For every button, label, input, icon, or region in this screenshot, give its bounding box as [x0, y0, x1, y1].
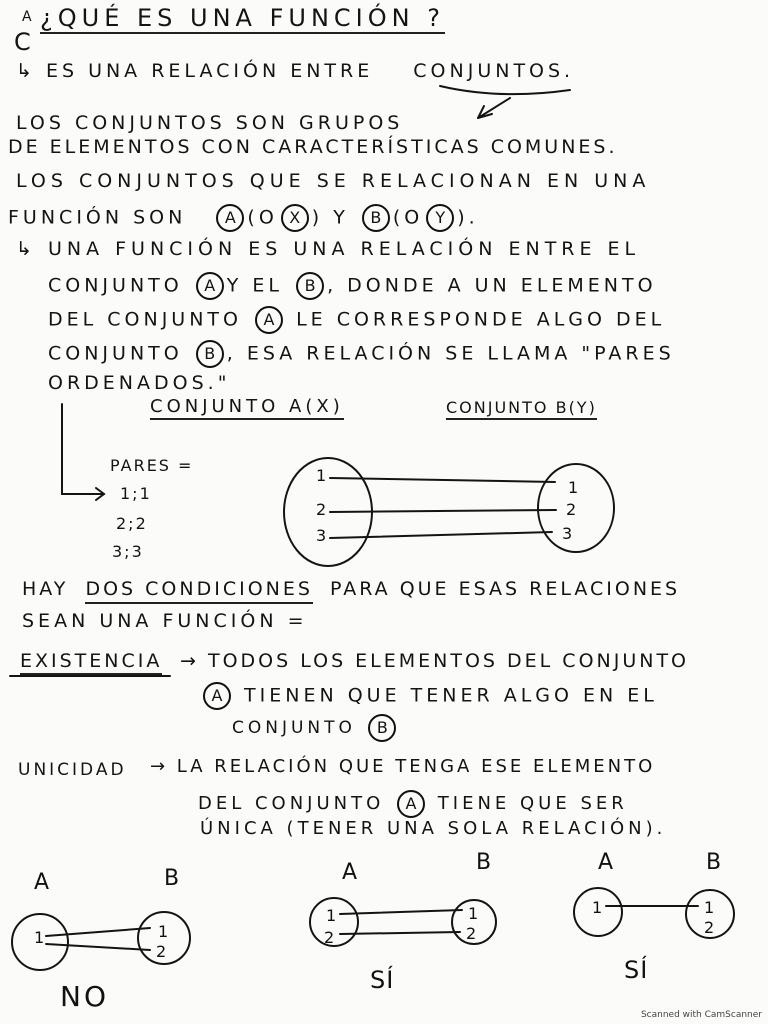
existence-text: → TODOS LOS ELEMENTOS DEL CONJUNTO [180, 650, 690, 672]
line-8-text-b: LE CORRESPONDE ALGO DEL [296, 308, 666, 331]
circled-y: Y [426, 204, 454, 232]
line-1-text: ↳ ES UNA RELACIÓN ENTRE [16, 60, 374, 82]
paren-text: (O [247, 206, 278, 229]
bracket-arrow [62, 404, 104, 494]
set-b-element: 2 [566, 500, 577, 519]
example-3-set-b [686, 890, 734, 938]
unicity-text-2b: TIENE QUE SER [437, 793, 628, 814]
line-7-text: CONJUNTO [48, 274, 183, 297]
conj-text: ) Y [311, 206, 349, 229]
example-1-left: 1 [34, 928, 45, 947]
conditions-line-2: SEAN UNA FUNCIÓN = [22, 610, 308, 632]
keyword-underline [440, 86, 570, 94]
example-1-set-a [12, 914, 68, 970]
example-1-right: 1 [158, 922, 169, 941]
circled-b: B [196, 340, 224, 368]
set-a-element: 3 [316, 526, 327, 545]
set-a-element: 2 [316, 500, 327, 519]
circled-b: B [368, 714, 396, 742]
unicity-line-3: ÚNICA (TENER UNA SOLA RELACIÓN). [200, 818, 667, 839]
circled-b: B [362, 204, 390, 232]
example-3-set-a [574, 888, 622, 936]
example-1-a: A [34, 870, 51, 895]
cond-text: HAY [22, 578, 69, 600]
circled-b: B [296, 272, 324, 300]
set-b-heading: CONJUNTO B(Y) [446, 400, 597, 420]
circled-x: X [281, 204, 309, 232]
example-2-verdict: SÍ [370, 966, 395, 994]
example-2-line [340, 932, 460, 934]
page-title: ¿QUÉ ES UNA FUNCIÓN ? [40, 4, 445, 32]
example-3-right: 1 [704, 898, 715, 917]
text-line-3: DE ELEMENTOS CON CARACTERÍSTICAS COMUNES. [8, 136, 618, 158]
example-3-verdict: SÍ [624, 956, 649, 984]
line-5-text: FUNCIÓN SON [8, 206, 187, 229]
circled-a: A [196, 272, 224, 300]
example-2-b: B [476, 850, 493, 875]
pair-line [330, 532, 552, 538]
example-2-set-a [310, 898, 358, 946]
example-2-left: 1 [326, 906, 337, 925]
example-2-set-b [452, 900, 496, 944]
example-1-set-b [138, 912, 190, 964]
text-line-2: LOS CONJUNTOS SON GRUPOS [16, 112, 404, 134]
example-3-b: B [706, 850, 723, 875]
example-3-a: A [598, 850, 615, 875]
example-1-right: 2 [156, 942, 167, 961]
close-text: ). [457, 206, 479, 229]
circled-a: A [216, 204, 244, 232]
existence-label: EXISTENCIA [20, 652, 162, 675]
set-b-element: 1 [568, 478, 579, 497]
line-9-text-b: , ESA RELACIÓN SE LLAMA "PARES [226, 342, 675, 365]
line-8-text: DEL CONJUNTO [48, 308, 242, 331]
example-1-line [46, 944, 150, 950]
set-b-element: 3 [562, 524, 573, 543]
example-2-right: 2 [466, 924, 477, 943]
pair-line [330, 510, 556, 512]
pair-item: 3;3 [112, 542, 144, 561]
line-9-text: CONJUNTO [48, 342, 183, 365]
circled-a: A [255, 306, 283, 334]
example-1-verdict: NO [60, 980, 109, 1013]
set-a-element: 1 [316, 466, 327, 485]
existence-text-2: TIENEN QUE TENER ALGO EN EL [244, 684, 658, 707]
two-conditions: DOS CONDICIONES [85, 578, 312, 604]
example-1-b: B [164, 866, 181, 891]
text-line-10: ORDENADOS." [48, 372, 231, 394]
unicity-text-2: DEL CONJUNTO [198, 793, 385, 814]
text-line-6: ↳ UNA FUNCIÓN ES UNA RELACIÓN ENTRE EL [16, 238, 641, 260]
example-2-a: A [342, 860, 359, 885]
paren-text-2: (O [392, 206, 424, 229]
line-7-text-b: Y EL [226, 274, 284, 297]
set-b-oval [538, 464, 614, 552]
circled-a: A [397, 790, 425, 818]
pair-item: 1;1 [120, 484, 152, 503]
example-2-right: 1 [468, 904, 479, 923]
title-prefix: A [22, 9, 36, 25]
unicity-text: → LA RELACIÓN QUE TENGA ESE ELEMENTO [150, 756, 656, 777]
set-a-heading: CONJUNTO A(X) [150, 398, 344, 420]
pair-item: 2;2 [116, 514, 148, 533]
example-3-right: 2 [704, 918, 715, 937]
line-7-text-c: , DONDE A UN ELEMENTO [327, 274, 657, 297]
example-1-line [46, 928, 150, 936]
existence-text-3: CONJUNTO [232, 718, 356, 738]
pairs-label: PARES = [110, 456, 194, 475]
corner-letter: C [14, 28, 36, 56]
scanner-watermark: Scanned with CamScanner [640, 1010, 762, 1020]
unicity-label: UNICIDAD [18, 760, 127, 780]
cond-text-b: PARA QUE ESAS RELACIONES [329, 578, 681, 600]
example-3-left: 1 [592, 898, 603, 917]
circled-a: A [203, 682, 231, 710]
example-2-left: 2 [324, 928, 335, 947]
text-line-4: LOS CONJUNTOS QUE SE RELACIONAN EN UNA [16, 170, 651, 192]
keyword-conjuntos: CONJUNTOS. [413, 60, 575, 82]
example-2-line [340, 910, 462, 914]
